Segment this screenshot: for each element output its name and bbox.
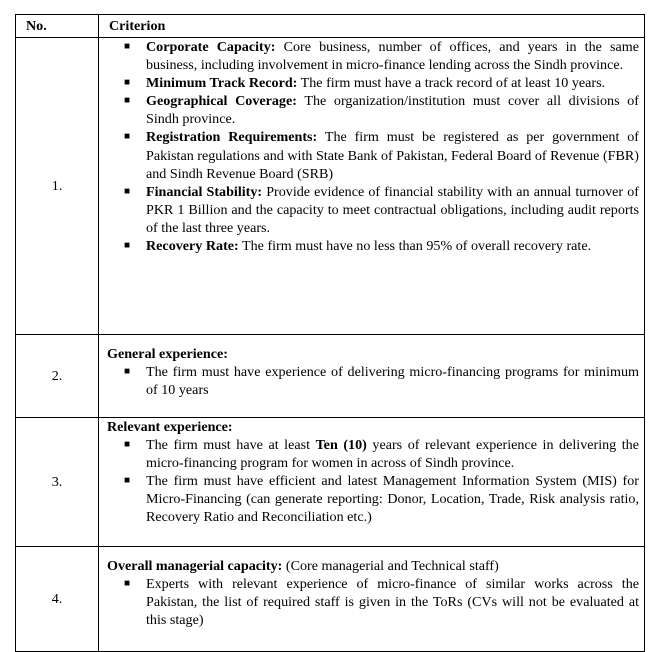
list-item: ■ Registration Requirements: The firm must be registered as per government of Pakistan regulations and with State Bank of Pakistan, Federal Board of Revenue (FBR) and Sindh Revenue Board (SRB): [124, 129, 640, 182]
bullet-icon: ■: [124, 95, 131, 107]
bullet-icon: ■: [124, 439, 131, 451]
list-item: ■ Experts with relevant experience of micro-finance of similar works across the Pakistan, the list of required staff is given in the ToRs (CVs will not be evaluated at this stage): [124, 576, 639, 629]
list-item: ■ Corporate Capacity: Core business, number of offices, and years in the same business, including involvement in micro-finance lending across the Sindh province.: [124, 39, 639, 74]
criterion-cell: [99, 335, 645, 418]
list-item: ■ Geographical Coverage: The organization/institution must cover all divisions of Sindh province.: [124, 93, 639, 128]
criteria-table: [15, 14, 645, 652]
criterion-cell: [99, 38, 645, 335]
bullet-icon: ■: [124, 131, 131, 143]
table-row: [16, 38, 645, 335]
header-no: No.: [16, 15, 99, 38]
list-item: ■ The firm must have efficient and latest Management Information System (MIS) for Micro-Financing (can generate reporting: Donor, Location, Trade, Risk analysis ratio, Recovery Ratio and Reconciliation etc.): [124, 473, 639, 526]
row-number: 4.: [16, 547, 99, 652]
table-row: [16, 335, 645, 418]
bullet-icon: ■: [124, 366, 131, 378]
criteria-list: [107, 363, 639, 399]
list-item: ■ Recovery Rate: The firm must have no less than 95% of overall recovery rate.: [124, 238, 592, 255]
list-item: ■ Financial Stability: Provide evidence of financial stability with an annual turnover of PKR 1 Billion and the capacity to meet contractual obligations, including audit reports of the last three years.: [124, 183, 639, 236]
criterion-heading: Relevant experience:: [107, 419, 233, 435]
criterion-heading-note: (Core managerial and Technical staff): [282, 558, 499, 574]
criteria-list: [107, 575, 639, 629]
list-item: ■ The firm must have experience of delivering micro-financing programs for minimum of 10 years: [124, 364, 639, 399]
table-row: [16, 418, 645, 547]
criterion-heading: Overall managerial capacity:: [107, 558, 283, 574]
header-criterion: Criterion: [99, 15, 645, 38]
criteria-list: [107, 38, 639, 255]
bullet-icon: ■: [124, 185, 131, 197]
row-number: 2.: [16, 335, 99, 418]
criteria-list: [107, 436, 639, 526]
row-number: 3.: [16, 418, 99, 547]
bullet-icon: ■: [124, 77, 131, 89]
header-row: [16, 15, 645, 38]
bullet-icon: ■: [124, 475, 131, 487]
bullet-icon: ■: [124, 240, 131, 252]
list-item: ■ Minimum Track Record: The firm must have a track record of at least 10 years.: [124, 75, 606, 92]
criterion-heading: General experience:: [107, 346, 228, 362]
bullet-icon: ■: [124, 41, 131, 52]
list-item: ■ The firm must have at least Ten (10) years of relevant experience in delivering the micro-financing program for women in across of Sindh province.: [124, 437, 639, 472]
row-number: 1.: [16, 38, 99, 335]
criterion-cell: [99, 547, 645, 652]
criterion-cell: [99, 418, 645, 547]
table-row: [16, 547, 645, 652]
criterion-heading-line: [107, 557, 639, 575]
bullet-icon: ■: [124, 578, 131, 590]
